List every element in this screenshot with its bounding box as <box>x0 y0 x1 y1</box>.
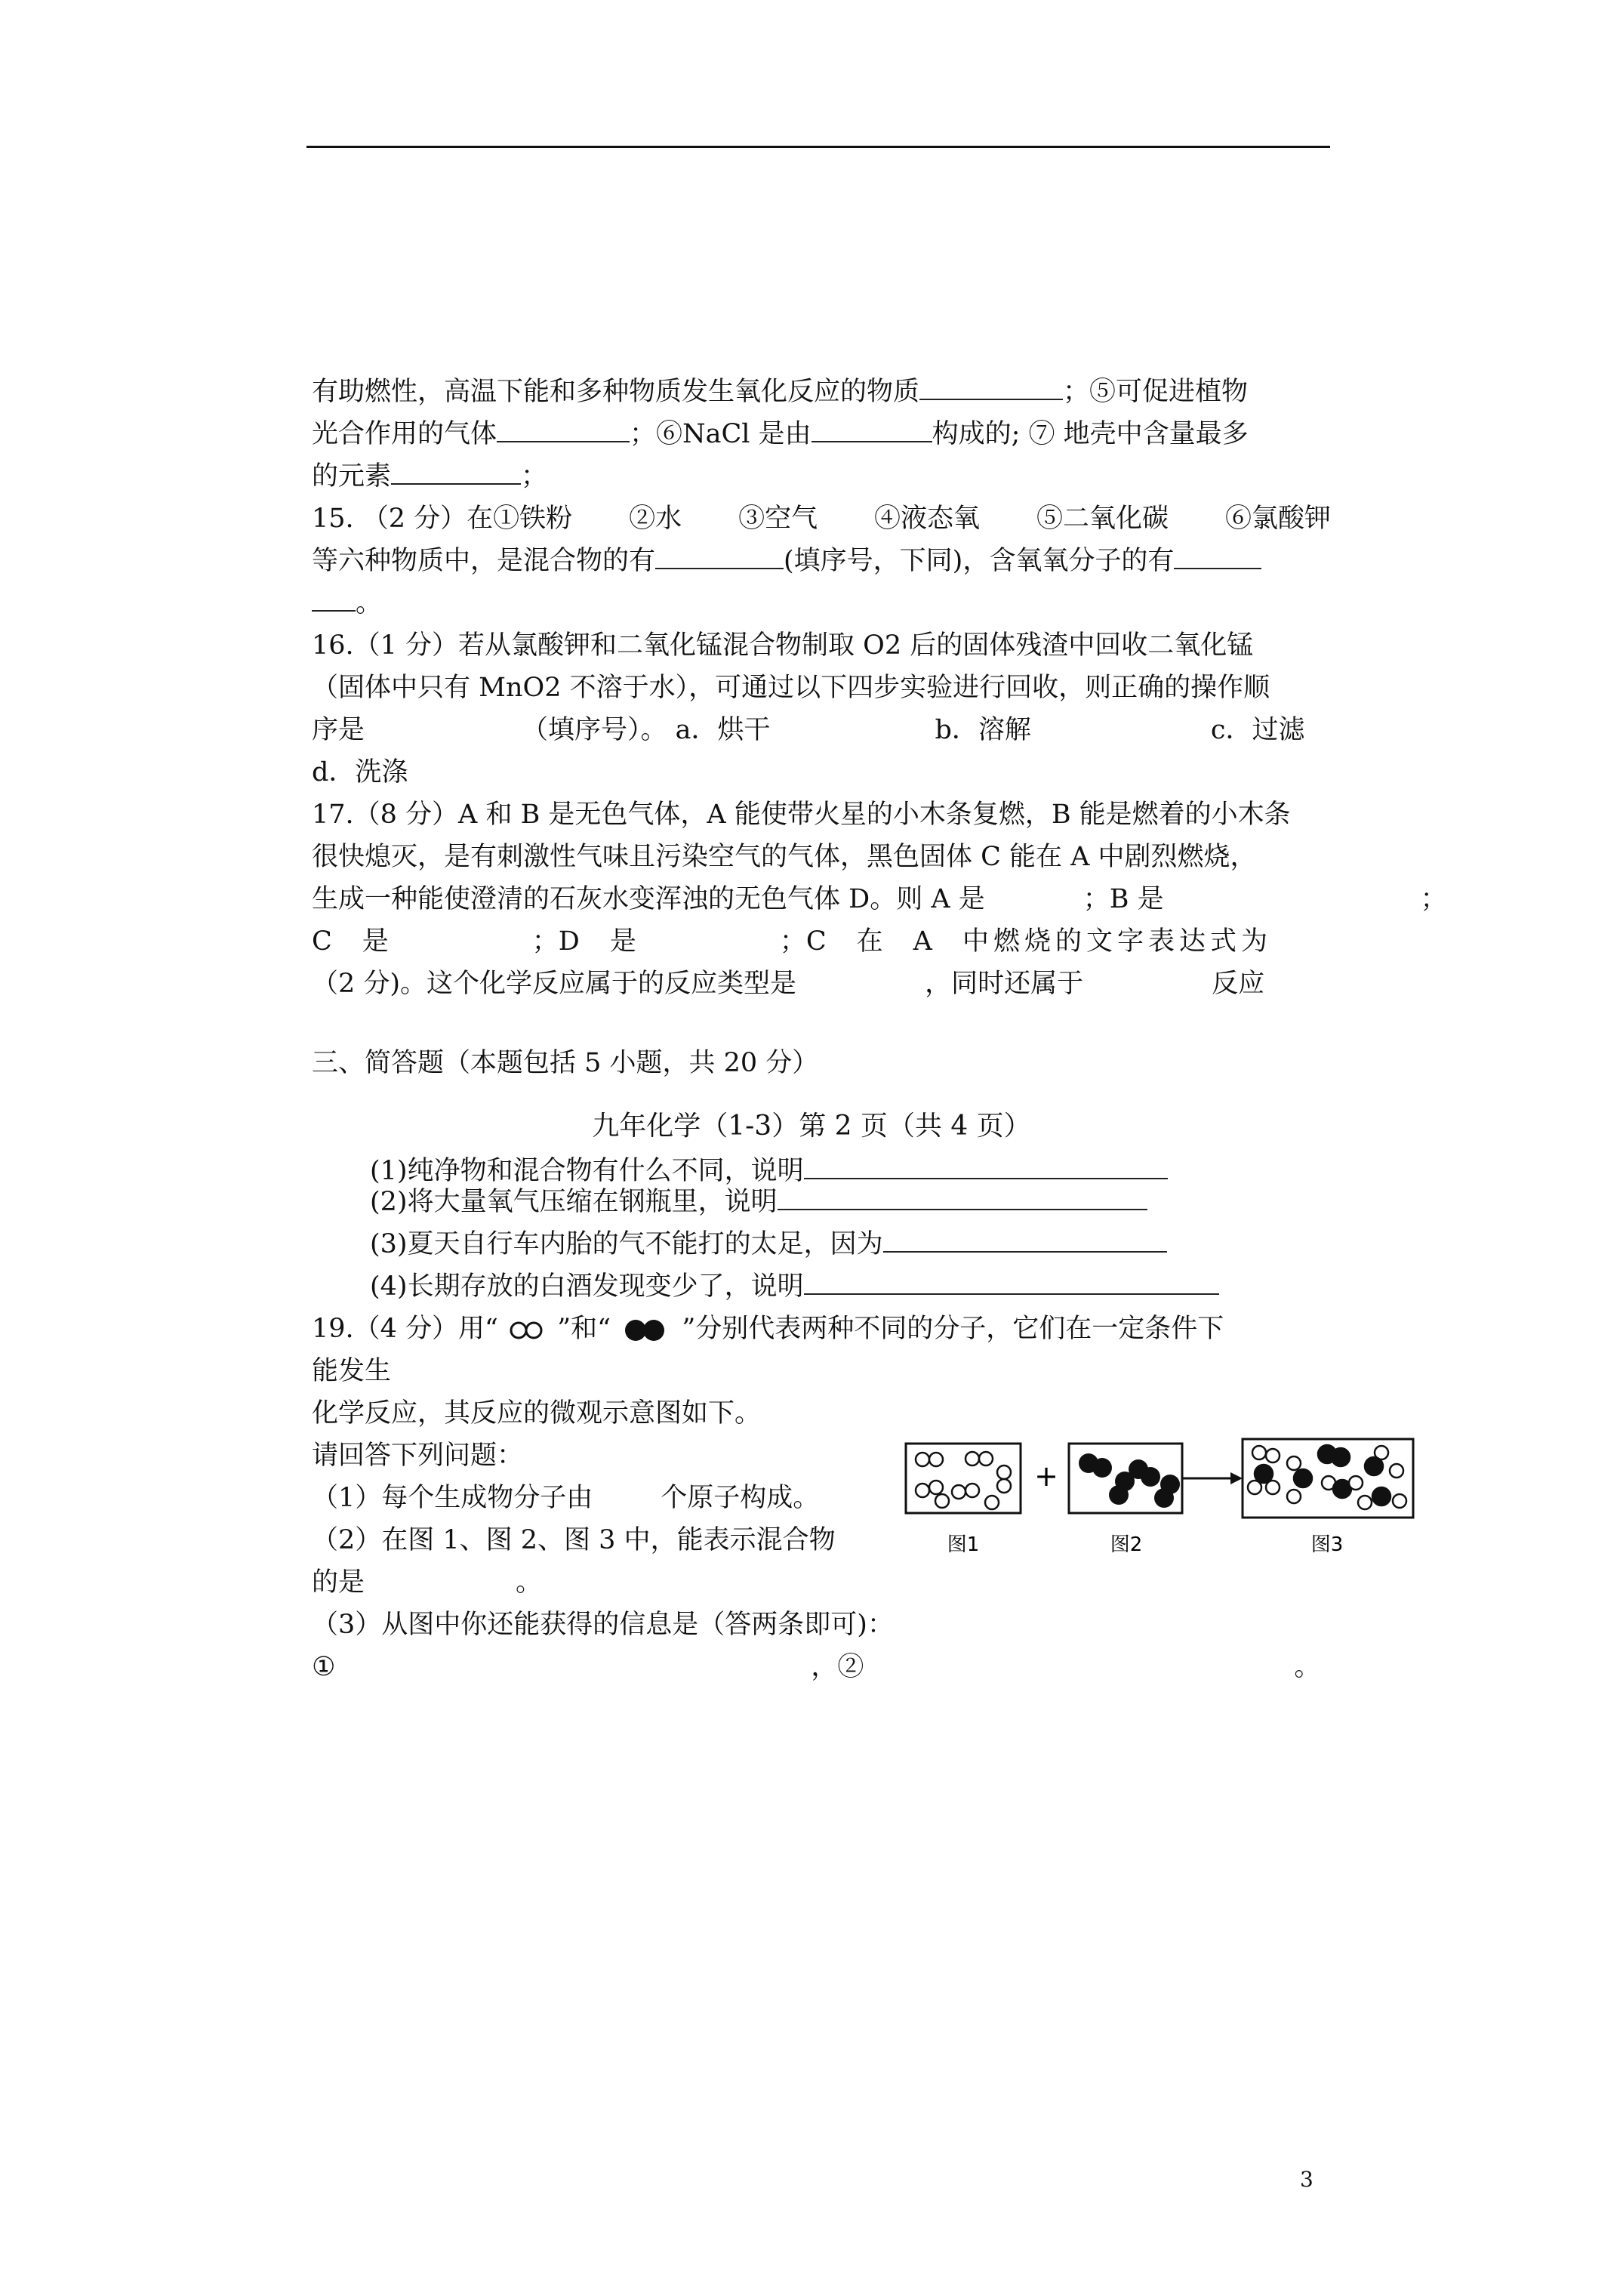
section-heading: 三、简答题（本题包括 5 小题，共 20 分） <box>312 1048 819 1078</box>
answer-blank[interactable] <box>655 547 784 569</box>
page-number: 3 <box>1300 2167 1313 2192</box>
answer-blank[interactable] <box>883 1230 1167 1253</box>
q19-line-4: 请回答下列问题： <box>312 1441 524 1471</box>
black-molecule-icon <box>619 1318 673 1342</box>
q19-line-1: 19.（4 分）用“ ”和“ ”分别代表两种不同的分子，它们在一定条件下 <box>312 1314 1224 1344</box>
q16-line-3: 序是 （填序号）。 a．烘干 b．溶解 c．过滤 <box>312 715 1305 745</box>
arrow-head <box>1230 1472 1243 1484</box>
reaction-diagram <box>898 1435 1419 1563</box>
q19-line-7: 的是 。 <box>312 1567 543 1598</box>
q18-item-4: (4)长期存放的白酒发现变少了，说明 <box>370 1268 1219 1305</box>
q19-line-8: （3）从图中你还能获得的信息是（答两条即可)： <box>312 1610 894 1640</box>
q16-line-4: d．洗涤 <box>312 757 408 787</box>
q18-item-1: (1)纯净物和混合物有什么不同，说明 <box>370 1148 1168 1170</box>
q19-line-3: 化学反应，其反应的微观示意图如下。 <box>312 1398 762 1428</box>
q14-line-1: 有助燃性，高温下能和多种物质发生氧化反应的物质 ；⑤可促进植物 <box>312 377 1249 407</box>
q19-line-6: （2）在图 1、图 2、图 3 中，能表示混合物 <box>312 1525 836 1555</box>
answer-blank[interactable] <box>1174 547 1261 569</box>
q16-line-1: 16.（1 分）若从氯酸钾和二氧化锰混合物制取 O2 后的固体残渣中回收二氧化锰 <box>312 630 1254 661</box>
q19-line-5: （1）每个生成物分子由 个原子构成。 <box>312 1483 820 1513</box>
q19-line-9: ① ，② 。 <box>312 1652 1321 1682</box>
q18-item-3: (3)夏天自行车内胎的气不能打的太足，因为 <box>370 1226 1167 1262</box>
figure-2-label: 图2 <box>1110 1533 1143 1556</box>
white-molecule-icon <box>507 1320 549 1341</box>
figure-3-label: 图3 <box>1310 1533 1344 1556</box>
answer-blank[interactable] <box>778 1188 1147 1210</box>
q14-line-2: 光合作用的气体 ；⑥NaCl 是由 构成的; ⑦ 地壳中含量最多 <box>312 419 1249 449</box>
plus-sign: + <box>1034 1459 1058 1493</box>
q17-line-3: 生成一种能使澄清的石灰水变浑浊的无色气体 D。则 A 是 ；B 是 ； <box>312 884 1447 914</box>
answer-blank[interactable] <box>497 420 630 442</box>
header-rule <box>306 146 1330 148</box>
q16-line-2: （固体中只有 MnO2 不溶于水），可通过以下四步实验进行回收，则正确的操作顺 <box>312 673 1270 703</box>
answer-blank[interactable] <box>391 462 521 485</box>
q15-line-1: 15. （2 分）在①铁粉 ②水 ③空气 ④液态氧 ⑤二氧化碳 ⑥氯酸钾 <box>312 504 1331 534</box>
q18-item-2: (2)将大量氧气压缩在钢瓶里，说明 <box>370 1184 1147 1220</box>
q17-line-5: （2 分)。这个化学反应属于的反应类型是 ，同时还属于 反应 <box>312 969 1265 999</box>
q17-line-1: 17.（8 分）A 和 B 是无色气体，A 能使带火星的小木条复燃，B 能是燃着的小木条 <box>312 800 1291 830</box>
q15-line-2: 等六种物质中，是混合物的有 (填序号，下同)，含氧氧分子的有 <box>312 543 1261 579</box>
answer-blank[interactable] <box>804 1157 1168 1179</box>
answer-blank[interactable] <box>804 1272 1219 1295</box>
figure-1-label: 图1 <box>947 1533 980 1556</box>
page-footer: 九年化学（1-3）第 2 页（共 4 页） <box>592 1111 1031 1142</box>
answer-blank[interactable] <box>312 589 356 612</box>
q19-line-2: 能发生 <box>312 1356 392 1386</box>
q17-line-2: 很快熄灭，是有刺激性气味且污染空气的气体，黑色固体 C 能在 A 中剧烈燃烧， <box>312 842 1257 872</box>
q15-line-3: 。 <box>312 585 382 621</box>
answer-blank[interactable] <box>812 420 932 442</box>
answer-blank[interactable] <box>919 378 1063 400</box>
q17-line-4: C 是 ；D 是 ；C 在 A 中燃烧的文字表达式为 <box>312 926 1272 957</box>
q14-line-3: 的元素 ； <box>312 461 548 492</box>
